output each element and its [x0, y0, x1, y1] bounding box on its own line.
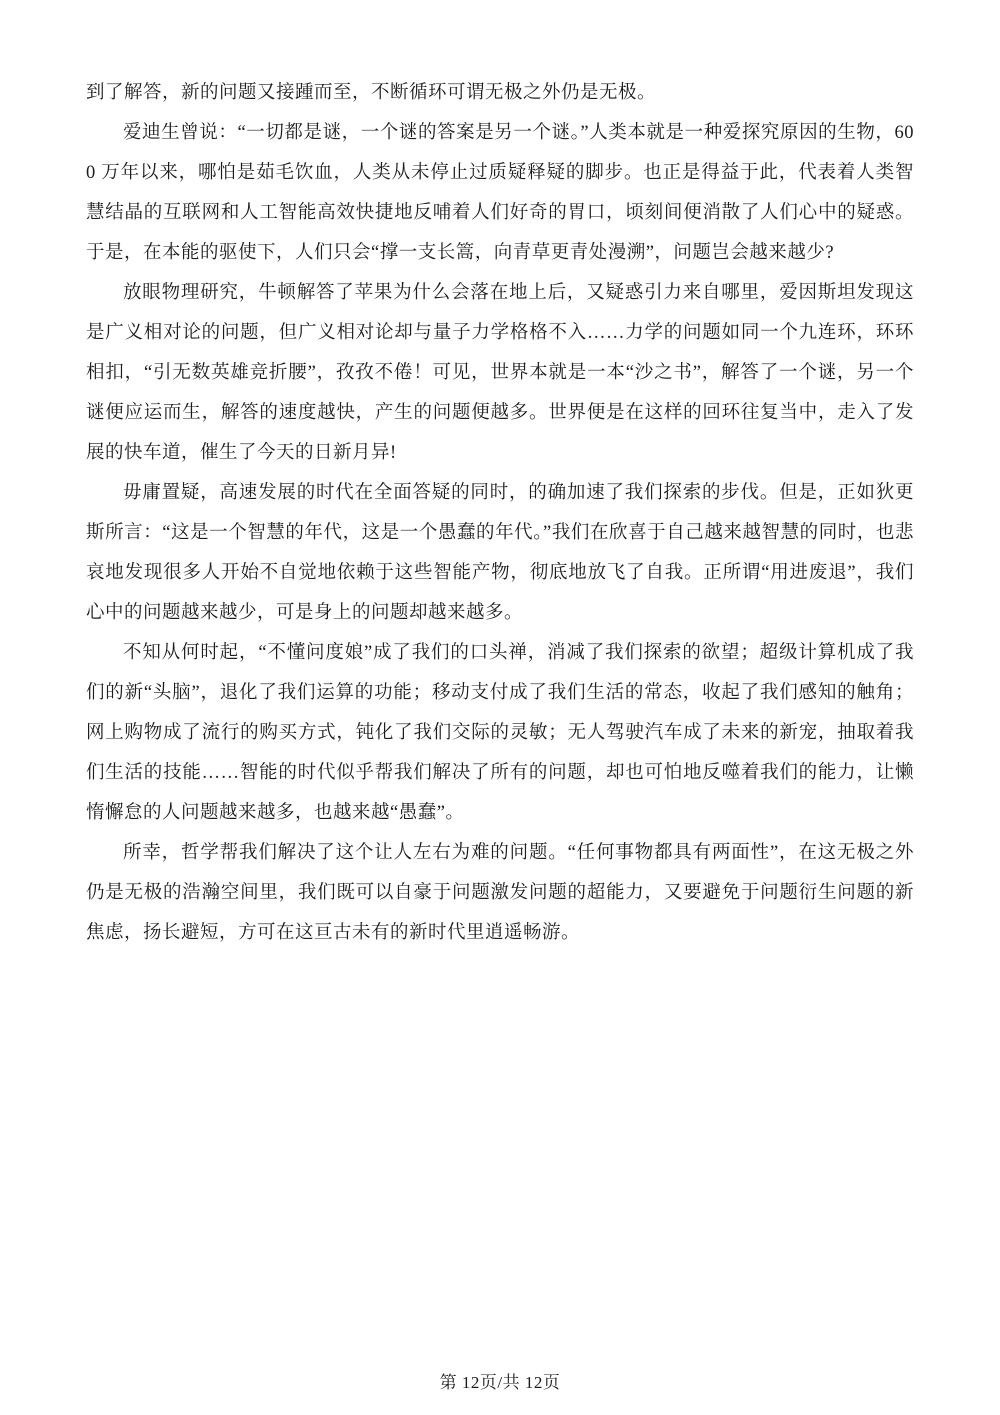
- paragraph: 放眼物理研究，牛顿解答了苹果为什么会落在地上后，又疑惑引力来自哪里，爱因斯坦发现这是广义相对论的问题，但广义相对论却与量子力学格格不入……力学的问题如同一个九连环，环环相扣，“引无数英雄竞折腰”，孜孜不倦！可见，世界本就是一本“沙之书”，解答了一个谜，另一个谜便应运而生，解答的速度越快，产生的问题便越多。世界便是在这样的回环往复当中，走入了发展的快车道，催生了今天的日新月异!: [86, 283, 914, 463]
- paragraph: 毋庸置疑，高速发展的时代在全面答疑的同时，的确加速了我们探索的步伐。但是，正如狄更斯所言：“这是一个智慧的年代，这是一个愚蠢的年代。”我们在欣喜于自己越来越智慧的同时，也悲哀地发现很多人开始不自觉地依赖于这些智能产物，彻底地放飞了自我。正所谓“用进废退”，我们心中的问题越来越少，可是身上的问题却越来越多。: [86, 483, 914, 623]
- paragraph: 所幸，哲学帮我们解决了这个让人左右为难的问题。“任何事物都具有两面性”，在这无极之外仍是无极的浩瀚空间里，我们既可以自豪于问题激发问题的超能力，又要避免于问题衍生问题的新焦虑，扬长避短，方可在这亘古未有的新时代里逍遥畅游。: [86, 843, 914, 943]
- document-body: [86, 73, 914, 953]
- paragraph-continuation: 到了解答，新的问题又接踵而至，不断循环可谓无极之外仍是无极。: [86, 83, 657, 103]
- paragraph: 不知从何时起，“不懂问度娘”成了我们的口头禅，消减了我们探索的欲望；超级计算机成了我们的新“头脑”，退化了我们运算的功能；移动支付成了我们生活的常态，收起了我们感知的触角；网上购物成了流行的购买方式，钝化了我们交际的灵敏；无人驾驶汽车成了未来的新宠，抽取着我们生活的技能……智能的时代似乎帮我们解决了所有的问题，却也可怕地反噬着我们的能力，让懒惰懈怠的人问题越来越多，也越来越“愚蠢”。: [86, 643, 914, 823]
- page-number-footer: 第 12页/共 12页: [439, 1373, 561, 1392]
- paragraph: 爱迪生曾说：“一切都是谜，一个谜的答案是另一个谜。”人类本就是一种爱探究原因的生物，600 万年以来，哪怕是茹毛饮血，人类从未停止过质疑释疑的脚步。也正是得益于此，代表着人类智慧结晶的互联网和人工智能高效快捷地反哺着人们好奇的胃口，顷刻间便消散了人们心中的疑惑。于是，在本能的驱使下，人们只会“撑一支长篙，向青草更青处漫溯”，问题岂会越来越少?: [86, 123, 914, 263]
